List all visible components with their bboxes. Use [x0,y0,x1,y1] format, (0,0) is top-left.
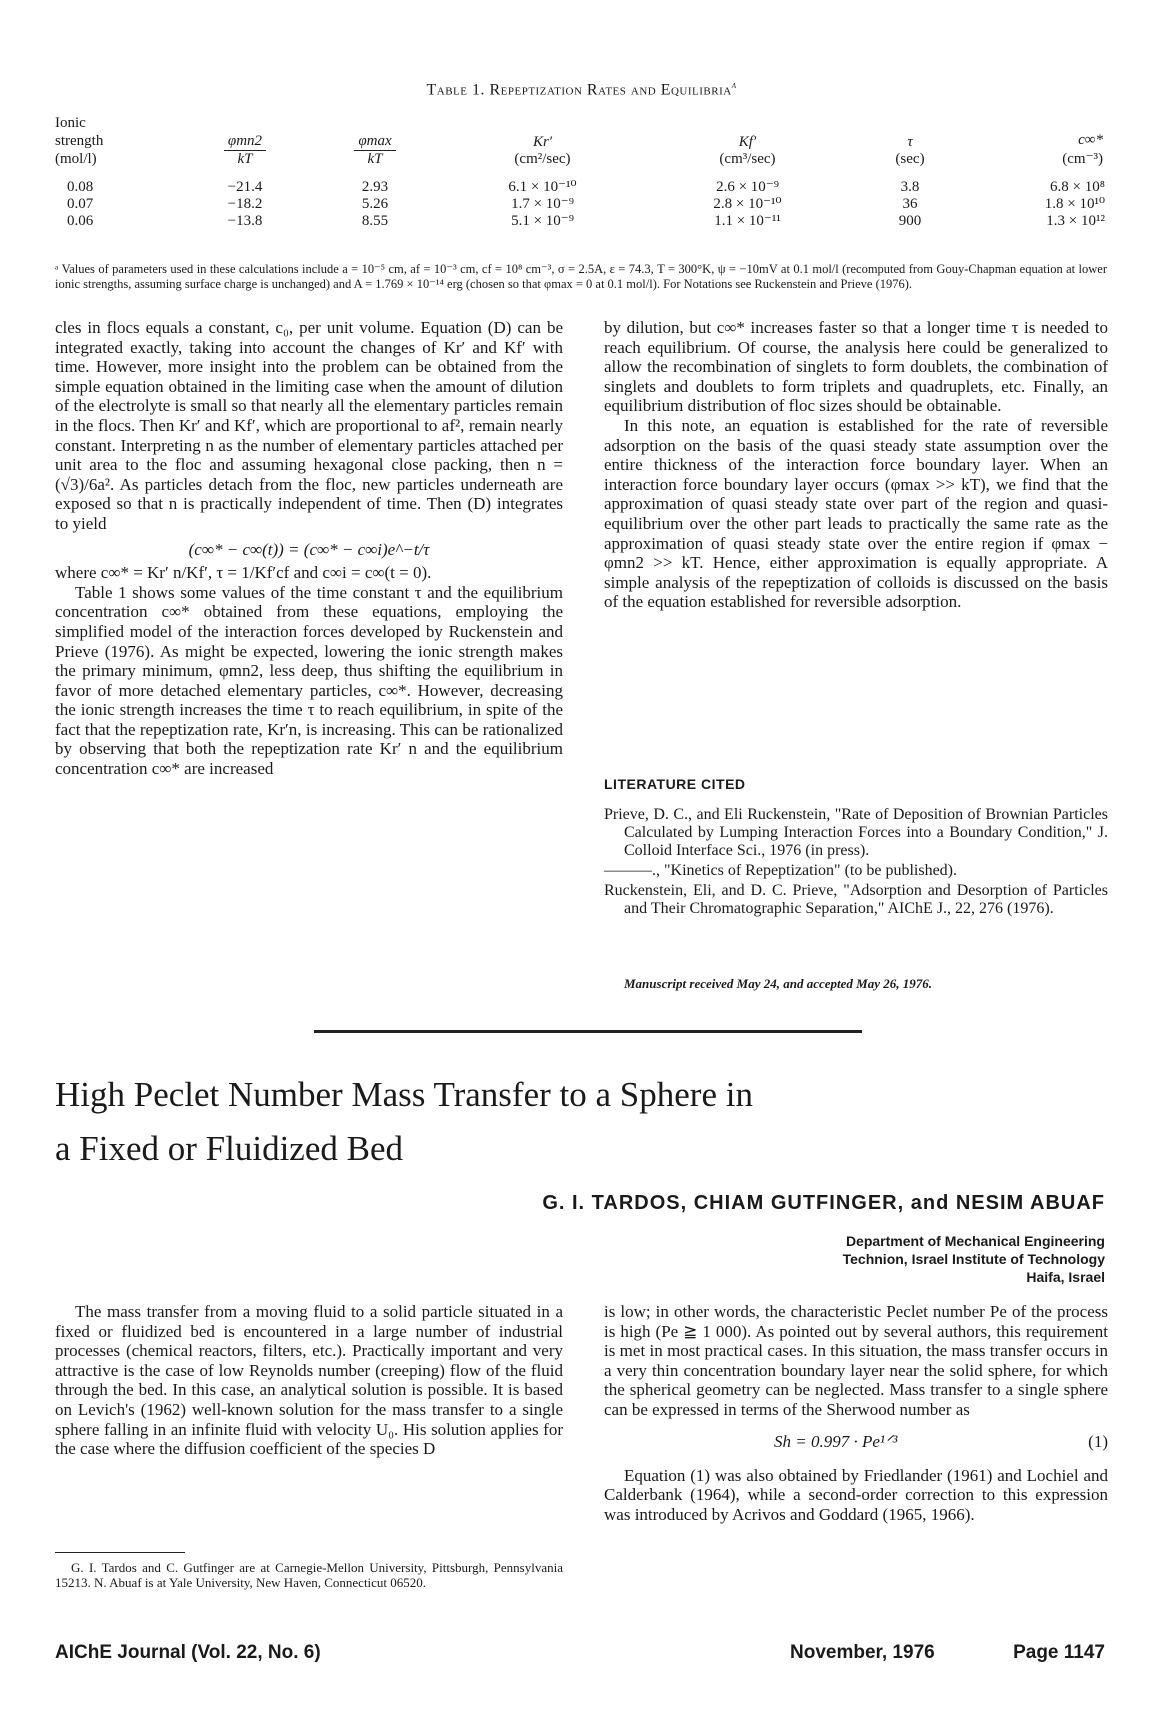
table-cell: 5.26 [361,196,389,212]
article-title [55,1068,753,1176]
header-phi-max-den: kT [367,151,383,167]
table-cell: 0.08 [67,179,94,195]
article-right-paragraph-2: Equation (1) was also obtained by Friedlander (1961) and Lochiel and Calderbank (1964), while a second-order correction to this expression was introduced by Acrivos and Goddard (1965, 1966). [604,1465,1108,1524]
table-caption [0,80,1163,99]
affiliation-line-1: Department of Mechanical Engineering [845,1233,1105,1249]
reference-item: ———., "Kinetics of Repeptization" (to be published). [604,862,957,879]
table-cell: 8.55 [361,213,389,229]
left-column-top [55,318,563,779]
table-cell: 2.8 × 10⁻¹⁰ [713,196,782,212]
left-paragraph-2: Table 1 shows some values of the time constant τ and the equilibrium concentration c∞* obtained from these equations, employing the simplified model of the interaction forces developed by Ruckenstein and Prieve (1976). As might be expected, lowering the ionic strength makes the primary minimum, φmn2, less deep, thus shifting the equilibrium in favor of more detached elementary particles, c∞*. However, decreasing the ionic strength increases the time τ to reach equilibrium, in spite of the fact that the repeptization rate, Kr′n, is increasing. This can be rationalized by observing that both the repeptization rate Kr′ n and the equilibrium concentration c∞* are increased [55,582,563,779]
header-tau [850,110,970,168]
header-kr-l1: Kr′ [532,134,553,150]
manuscript-received: Manuscript received May 24, and accepted May 26, 1976. [624,976,932,991]
article-affiliation [843,1232,1105,1286]
header-kf [645,110,850,168]
table-cell: 36 [902,196,918,212]
footer-journal: AIChE Journal (Vol. 22, No. 6) [55,1642,321,1663]
header-phi-mn2-num: φmn2 [224,133,266,151]
header-kr-l2: (cm²/sec) [514,151,571,167]
article-right-paragraph-1: is low; in other words, the characteristic Peclet number Pe of the process is high (Pe ≧ 1 000). As pointed out by several authors, this requirement is met in most practical cases. In this situation, the mass transfer occurs in a very thin concentration boundary layer near the solid sphere, for which the spherical geometry can be neglected. Mass transfer to a single sphere can be expressed in terms of the Sherwood number as [604,1302,1108,1419]
article-divider [314,1030,862,1033]
header-c-inf-l1: c∞* [1078,132,1103,148]
table-caption-text: Table 1. Repeptization Rates and Equilibria [426,81,732,99]
footnote-rule [55,1552,185,1553]
left-paragraph-1: cles in flocs equals a constant, c₀, per unit volume. Equation (D) can be integrated exactly, taking into account the changes of Kr′ and Kf′ with time. However, more insight into the problem can be obtained from the simple equation obtained in the limiting case when the amount of dilution of the electrolyte is small so that nearly all the elementary particles remain in the flocs. Then Kr′ and Kf′, which are proportional to af², remain nearly constant. Interpreting n as the number of elementary particles attached per unit area to the floc and assuming hexagonal close packing, then n = (√3)/6a². As particles detach from the floc, new particles underneath are exposed so that n is practically independent of time. Then (D) integrates to yield [55,318,563,533]
header-tau-l1: τ [907,134,913,150]
header-c-inf-l2: (cm⁻³) [1062,151,1103,167]
table-cell: 1.3 × 10¹² [1046,213,1105,229]
references-list [604,806,1108,920]
table-row [55,213,1105,230]
table-cell: 6.8 × 10⁸ [1050,179,1105,195]
article-left-paragraph: The mass transfer from a moving fluid to a solid particle situated in a fixed or fluidized bed is encountered in a large number of industrial processes (chemical reactors, filters, etc.). Practically important and very attractive is the case of low Reynolds number (creeping) flow of the fluid through the bed. In this case, an analytical solution is possible. It is based on Levich's (1962) well-known solution for the mass transfer to a single sphere falling in an infinite fluid with velocity U₀. His solution applies for the case where the diffusion coefficient of the species D [55,1302,563,1459]
table-row [55,168,1105,196]
table-1-grid [55,110,1105,230]
header-tau-l2: (sec) [895,151,925,167]
article-title-line-1: High Peclet Number Mass Transfer to a Sphere in [55,1075,753,1114]
header-phi-max-num: φmax [354,133,395,151]
table-cell: 1.8 × 10¹⁰ [1044,196,1105,212]
table-caption-note-mark: a [731,80,737,91]
table-1 [55,110,1110,230]
right-column-top [604,318,1108,612]
table-header-row [55,110,1105,168]
table-cell: 2.6 × 10⁻⁹ [716,179,779,195]
header-ionic-l1: Ionic [55,115,86,131]
table-cell: 6.1 × 10⁻¹⁰ [508,179,577,195]
footer-page-number: Page 1147 [1013,1642,1105,1663]
table-cell: 0.06 [67,213,94,229]
footer-date: November, 1976 [790,1642,935,1663]
affiliation-line-3: Haifa, Israel [1026,1269,1105,1285]
table-row [55,196,1105,213]
table-cell: 5.1 × 10⁻⁹ [511,213,574,229]
article-authors: G. I. TARDOS, CHIAM GUTFINGER, and NESIM ABUAF [542,1192,1105,1214]
table-cell: 1.1 × 10⁻¹¹ [714,213,781,229]
reference-item: Prieve, D. C., and Eli Ruckenstein, "Rate of Deposition of Brownian Particles Calculated by Lumping Interaction Forces into a Boundary Condition," J. Colloid Interface Sci., 1976 (in press). [604,806,1108,859]
table-footnote: ᵃ Values of parameters used in these calculations include a = 10⁻⁵ cm, af = 10⁻³ cm, cf = 10⁸ cm⁻³, σ = 2.5A, ε = 74.3, T = 300°K, ψ = −10mV at 0.1 mol/l (recomputed from Gouy-Chapman equation at lower ionic strengths, assuming surface charge is unchanged) and A = 1.769 × 10⁻¹⁴ erg (chosen so that φmax = 0 at 0.1 mol/l). For Notations see Ruckenstein and Prieve (1976). [55,262,1107,291]
left-equation: (c∞* − c∞(t)) = (c∞* − c∞i)e^−t/τ [188,539,430,559]
header-phi-max [310,110,440,168]
table-cell: −13.8 [227,213,263,229]
literature-cited-heading: LITERATURE CITED [604,776,746,792]
equation-1 [604,1424,1108,1460]
article-right-column [604,1302,1108,1524]
header-kr [440,110,645,168]
header-phi-mn2-den: kT [237,151,253,167]
equation-1-body: Sh = 0.997 · Pe¹ᐟ³ [774,1431,898,1451]
equation-1-number: (1) [1088,1431,1108,1451]
header-phi-mn2 [180,110,310,168]
table-cell: −21.4 [227,179,263,195]
header-ionic-l2: strength [55,133,104,149]
table-cell: 3.8 [900,179,920,195]
table-cell: 0.07 [67,196,94,212]
header-kf-l2: (cm³/sec) [719,151,776,167]
header-ionic-strength [55,110,180,168]
right-paragraph-2: In this note, an equation is established for the rate of reversible adsorption on the basis of the quasi steady state assumption over the entire thickness of the interaction force boundary layer. When an interaction force boundary layer occurs (φmax >> kT), we find that the approximation of quasi steady state over part of the region and quasi-equilibrium over the other part leads to practically the same rate as the approximation of quasi steady state over the entire region if φmax − φmn2 >> kT. Hence, either approximation is equally appropriate. A simple analysis of the repeptization of colloids is discussed on the basis of the equation established for reversible adsorption. [604,415,1108,612]
table-cell: 2.93 [361,179,389,195]
table-cell: −18.2 [227,196,263,212]
article-left-column [55,1302,563,1459]
header-kf-l1: Kf′ [738,134,757,150]
affiliation-line-2: Technion, Israel Institute of Technology [842,1251,1105,1267]
table-cell: 900 [898,213,922,229]
reference-item: Ruckenstein, Eli, and D. C. Prieve, "Adsorption and Desorption of Particles and Their Chromatographic Separation," AIChE J., 22, 276 (1976). [604,882,1108,917]
article-title-line-2: a Fixed or Fluidized Bed [55,1129,404,1168]
header-c-inf [970,110,1105,168]
author-footnote: G. I. Tardos and C. Gutfinger are at Carnegie-Mellon University, Pittsburgh, Pennsylvania 15213. N. Abuaf is at Yale University, New Haven, Connecticut 06520. [55,1560,563,1590]
right-paragraph-1: by dilution, but c∞* increases faster so that a longer time τ is needed to reach equilibrium. Of course, the analysis here could be generalized to allow the recombination of singlets to form doublets, the combination of singlets and doublets to form triplets and quadruplets, etc. Finally, an equilibrium distribution of floc sizes should be obtainable. [604,318,1108,416]
header-ionic-l3: (mol/l) [55,151,97,167]
table-cell: 1.7 × 10⁻⁹ [511,196,574,212]
left-where-line: where c∞* = Kr′ n/Kf′, τ = 1/Kf′cf and c∞i = c∞(t = 0). [55,563,432,583]
